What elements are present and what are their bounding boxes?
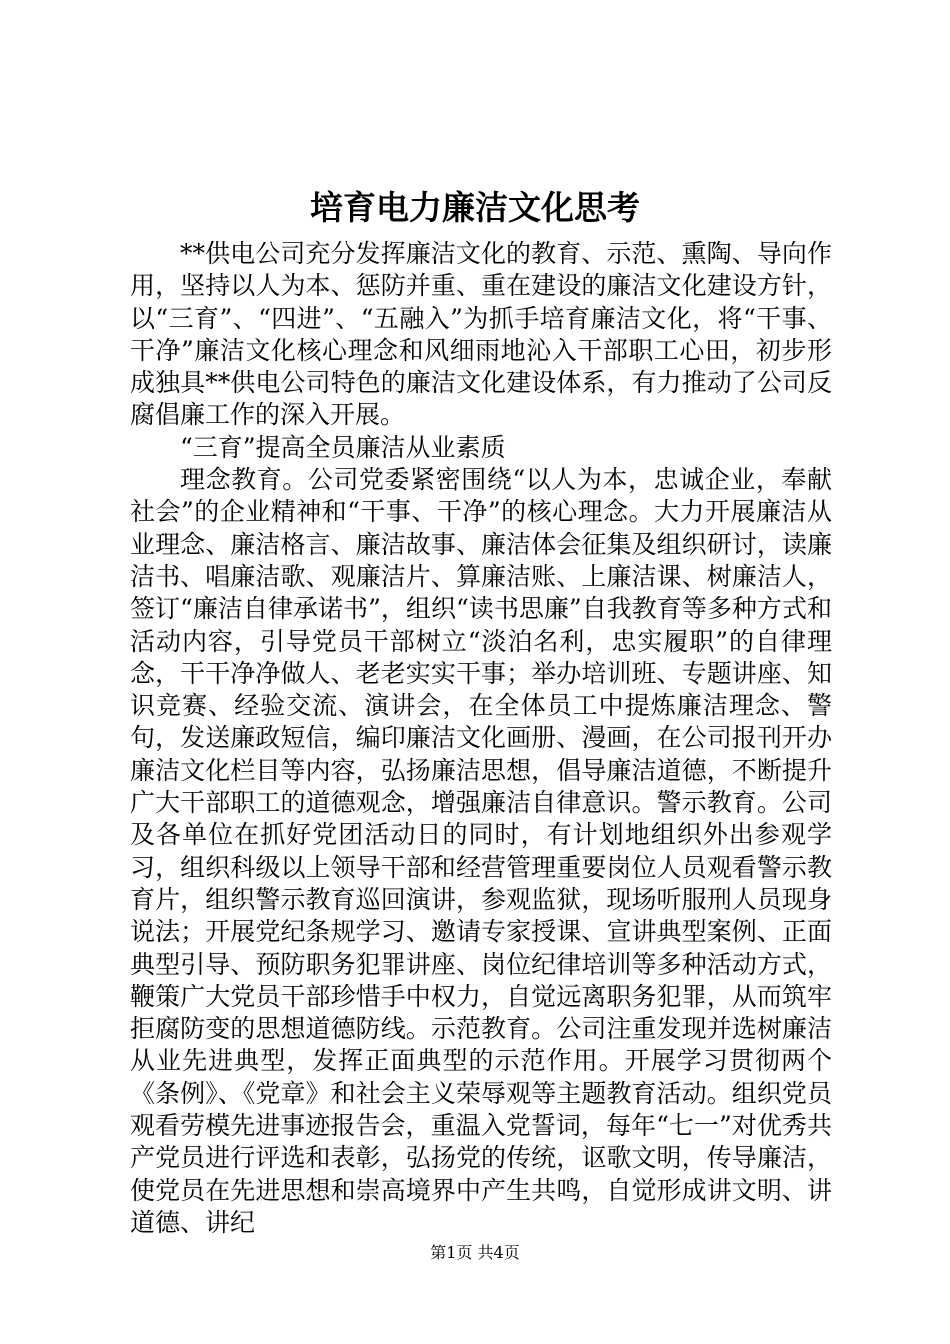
section-paragraph: 理念教育。公司党委紧密围绕“以人为本，忠诚企业，奉献社会”的企业精神和“干事、干净”的核心理念。大力开展廉洁从业理念、廉洁格言、廉洁故事、廉洁体会征集及组织研讨，读廉洁书、唱廉洁歌、观廉洁片、算廉洁账、上廉洁课、树廉洁人，签订“廉洁自律承诺书”，组织“读书思廉”自我教育等多种方式和活动内容，引导党员干部树立“淡泊名利，忠实履职”的自律理念，干干净净做人、老老实实干事；举办培训班、专题讲座、知识竞赛、经验交流、演讲会，在全体员工中提炼廉洁理念、警句，发送廉政短信，编印廉洁文化画册、漫画，在公司报刊开办廉洁文化栏目等内容，弘扬廉洁思想，倡导廉洁道德，不断提升广大干部职工的道德观念，增强廉洁自律意识。警示教育。公司及各单位在抓好党团活动日的同时，有计划地组织外出参观学习，组织科级以上领导干部和经营管理重要岗位人员观看警示教育片，组织警示教育巡回演讲，参观监狱，现场听服刑人员现身说法；开展党纪条规学习、邀请专家授课、宣讲典型案例、正面典型引导、预防职务犯罪讲座、岗位纪律培训等多种活动方式，鞭策广大党员干部珍惜手中权力，自觉远离职务犯罪，从而筑牢拒腐防变的思想道德防线。示范教育。公司注重发现并选树廉洁从业先进典型，发挥正面典型的示范作用。开展学习贯彻两个《条例》、《党章》和社会主义荣辱观等主题教育活动。组织党员观看劳模先进事迹报告会，重温入党誓词，每年“七一”对优秀共产党员进行评选和表彰，弘扬党的传统，讴歌文明，传导廉洁，使党员在先进思想和崇高境界中产生共鸣，自觉形成讲文明、讲道德、讲纪: [130, 465, 832, 1237]
section-heading: “三育”提高全员廉洁从业素质: [180, 432, 506, 462]
page-title: 培育电力廉洁文化思考: [310, 188, 640, 227]
document-body: [130, 238, 832, 1239]
page-number-footer: 第1页 共4页: [430, 1243, 520, 1262]
intro-paragraph: **供电公司充分发挥廉洁文化的教育、示范、熏陶、导向作用，坚持以人为本、惩防并重、重在建设的廉洁文化建设方针，以“三育”、“四进”、“五融入”为抓手培育廉洁文化，将“干事、干净”廉洁文化核心理念和风细雨地沁入干部职工心田，初步形成独具**供电公司特色的廉洁文化建设体系，有力推动了公司反腐倡廉工作的深入开展。: [130, 239, 832, 430]
